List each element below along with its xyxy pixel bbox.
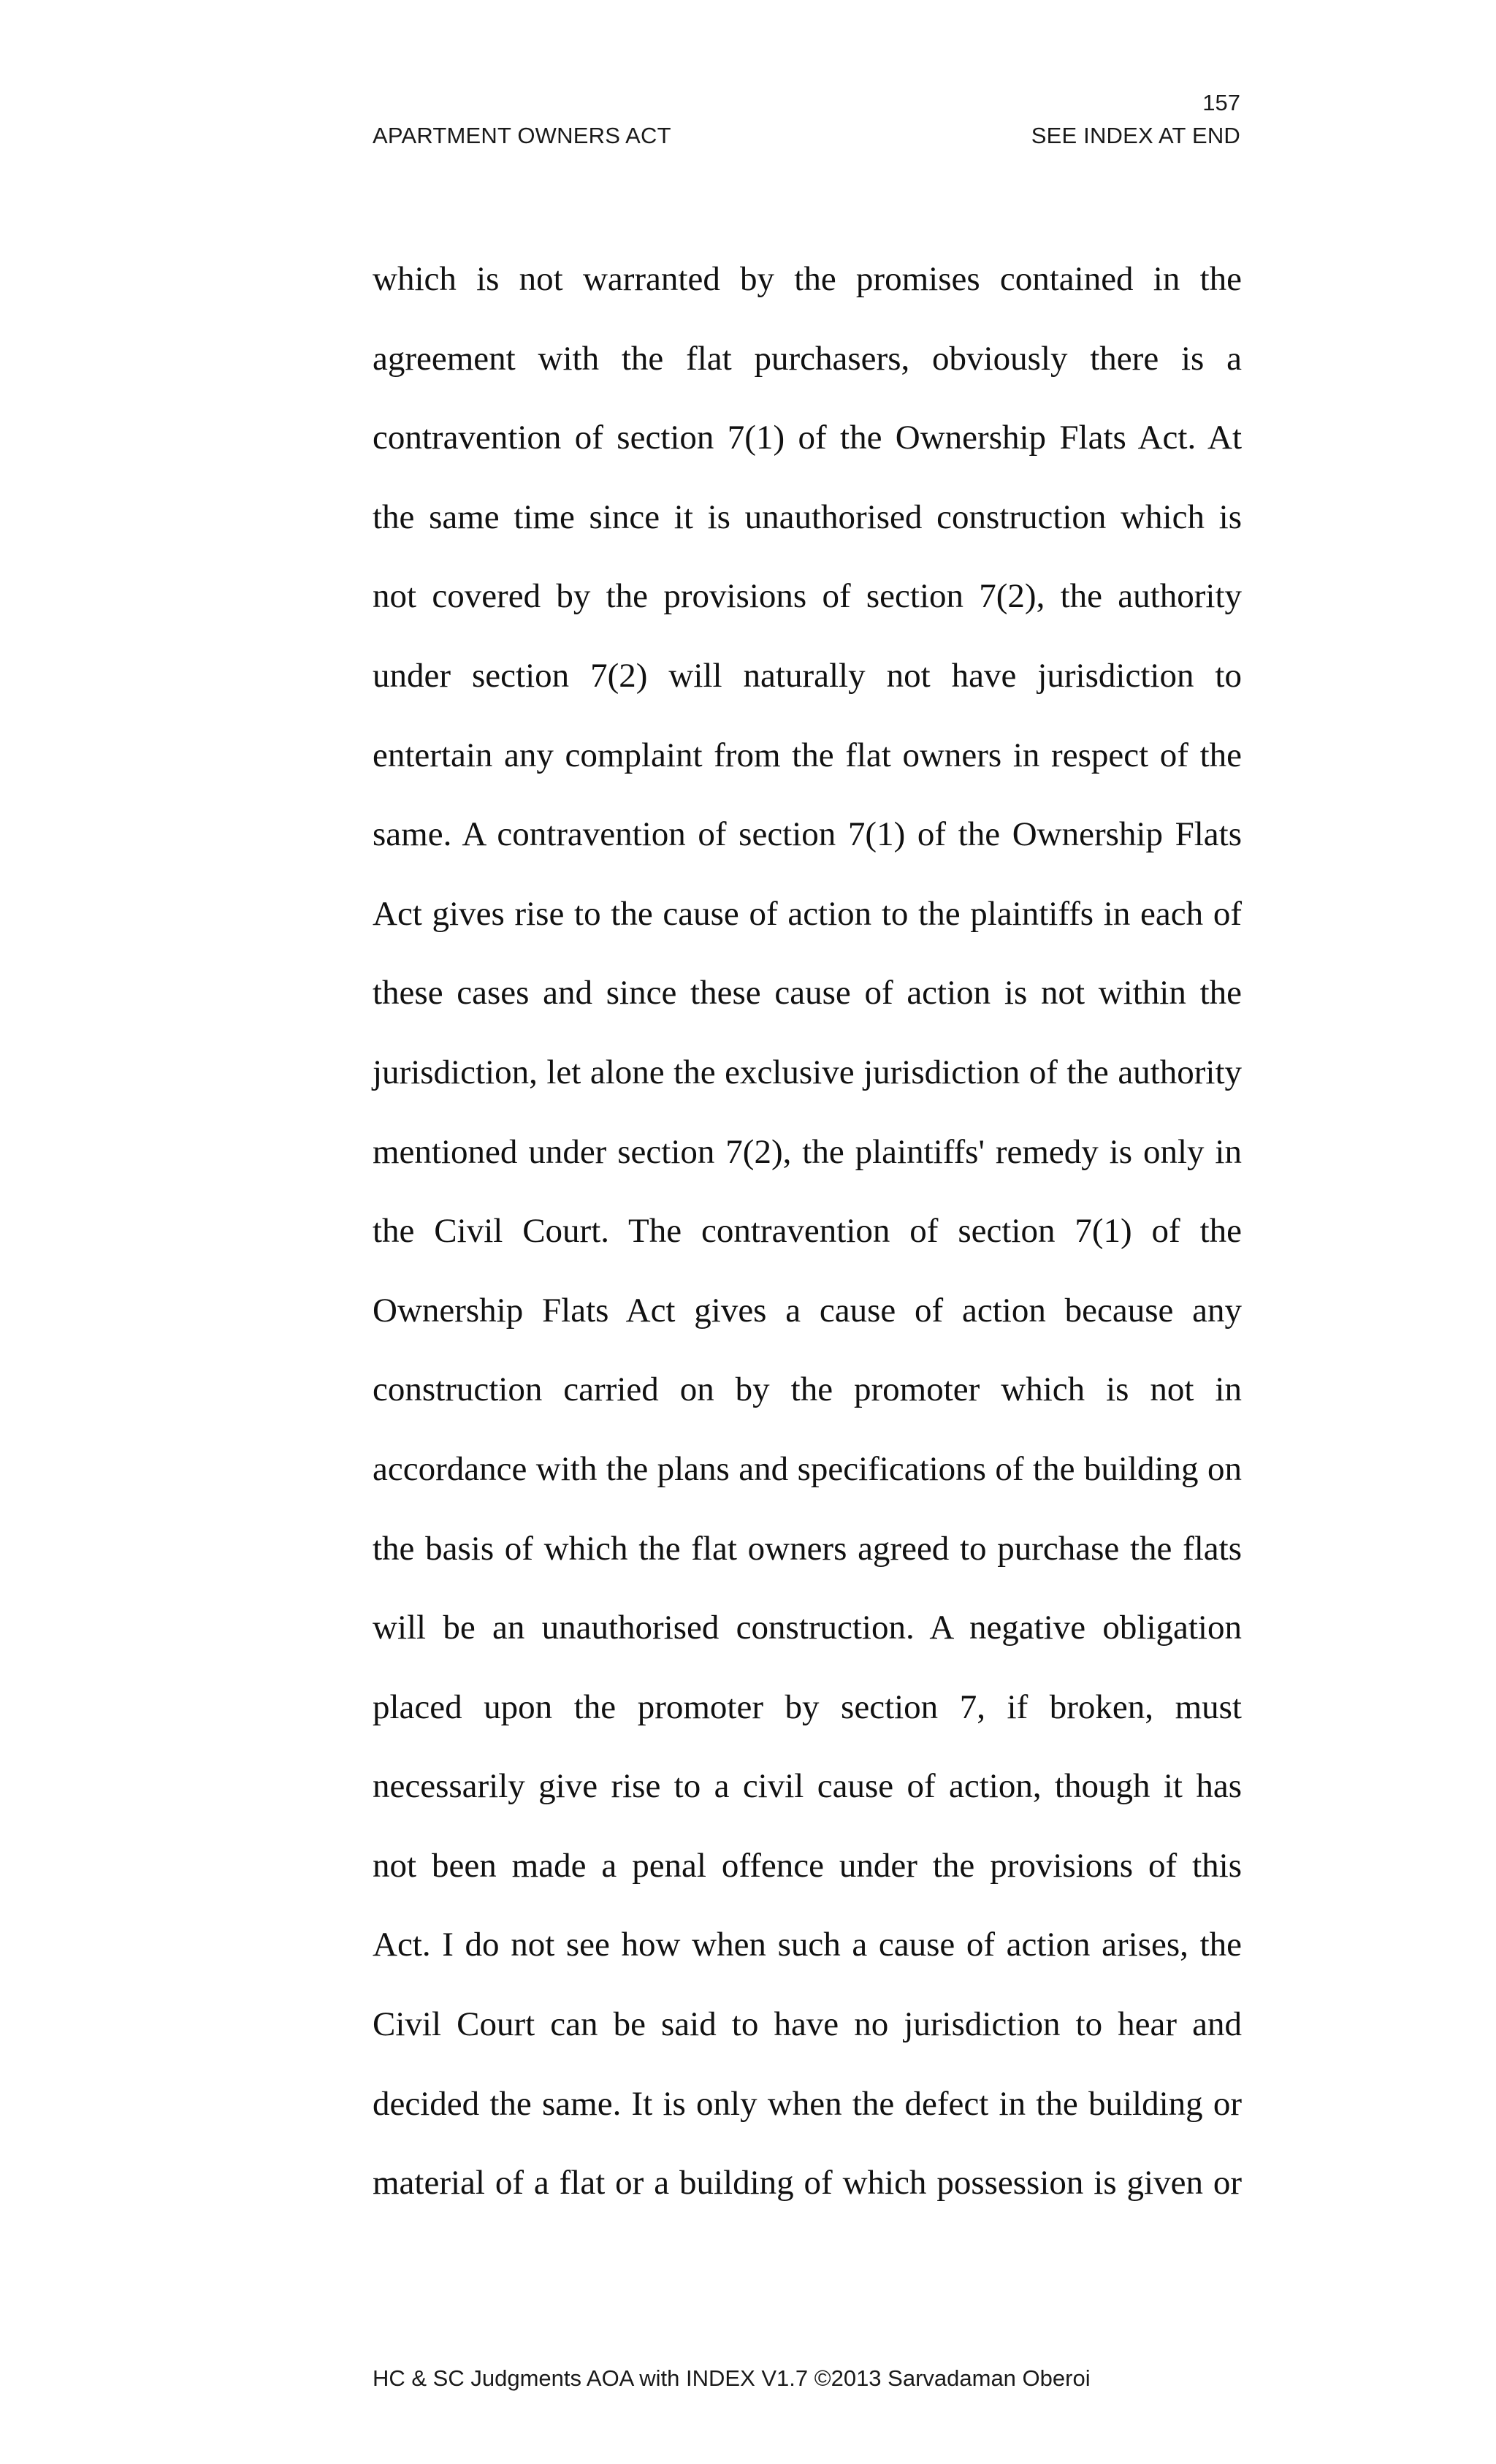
body-line: not covered by the provisions of section 7(2), the authority [373, 577, 1242, 616]
page-number: 157 [1202, 90, 1240, 115]
body-line: will be an unauthorised construction. A negative obligation [373, 1609, 1242, 1647]
body-line: contravention of section 7(1) of the Ownership Flats Act. At [373, 419, 1242, 457]
body-line: Act. I do not see how when such a cause of action arises, the [373, 1926, 1242, 1964]
body-line: agreement with the flat purchasers, obviously there is a [373, 339, 1242, 378]
body-line: accordance with the plans and specifications of the building on [373, 1449, 1242, 1488]
body-line: the same time since it is unauthorised construction which is [373, 497, 1242, 536]
body-line: these cases and since these cause of action is not within the [373, 974, 1242, 1012]
body-line: not been made a penal offence under the provisions of this [373, 1846, 1242, 1885]
body-line: Ownership Flats Act gives a cause of action because any [373, 1291, 1242, 1330]
body-line: the basis of which the flat owners agreed to purchase the flats [373, 1529, 1242, 1568]
body-line: construction carried on by the promoter which is not in [373, 1370, 1242, 1409]
body-line: under section 7(2) will naturally not have jurisdiction to [373, 656, 1242, 695]
body-line: mentioned under section 7(2), the plaintiffs' remedy is only in [373, 1132, 1242, 1171]
body-line: necessarily give rise to a civil cause of action, though it has [373, 1767, 1242, 1806]
body-line: decided the same. It is only when the defect in the building or [373, 2084, 1242, 2123]
body-line: Civil Court can be said to have no jurisdiction to hear and [373, 2005, 1242, 2044]
body-line: entertain any complaint from the flat owners in respect of the [373, 736, 1242, 774]
footer-copyright: HC & SC Judgments AOA with INDEX V1.7 ©2013 Sarvadaman Oberoi [373, 2365, 1091, 2391]
body-line: Act gives rise to the cause of action to the plaintiffs in each of [373, 894, 1242, 933]
body-line: jurisdiction, let alone the exclusive jurisdiction of the authority [373, 1053, 1242, 1091]
body-line: same. A contravention of section 7(1) of the Ownership Flats [373, 815, 1242, 854]
body-line: material of a flat or a building of which possession is given or [373, 2164, 1242, 2202]
running-header-title: APARTMENT OWNERS ACT [373, 123, 671, 148]
judgment-body-text [373, 257, 1242, 2240]
body-line: the Civil Court. The contravention of section 7(1) of the [373, 1212, 1242, 1251]
running-header-index-note: SEE INDEX AT END [1031, 123, 1240, 148]
body-line: which is not warranted by the promises contained in the [373, 260, 1242, 298]
body-line: placed upon the promoter by section 7, if broken, must [373, 1687, 1242, 1726]
